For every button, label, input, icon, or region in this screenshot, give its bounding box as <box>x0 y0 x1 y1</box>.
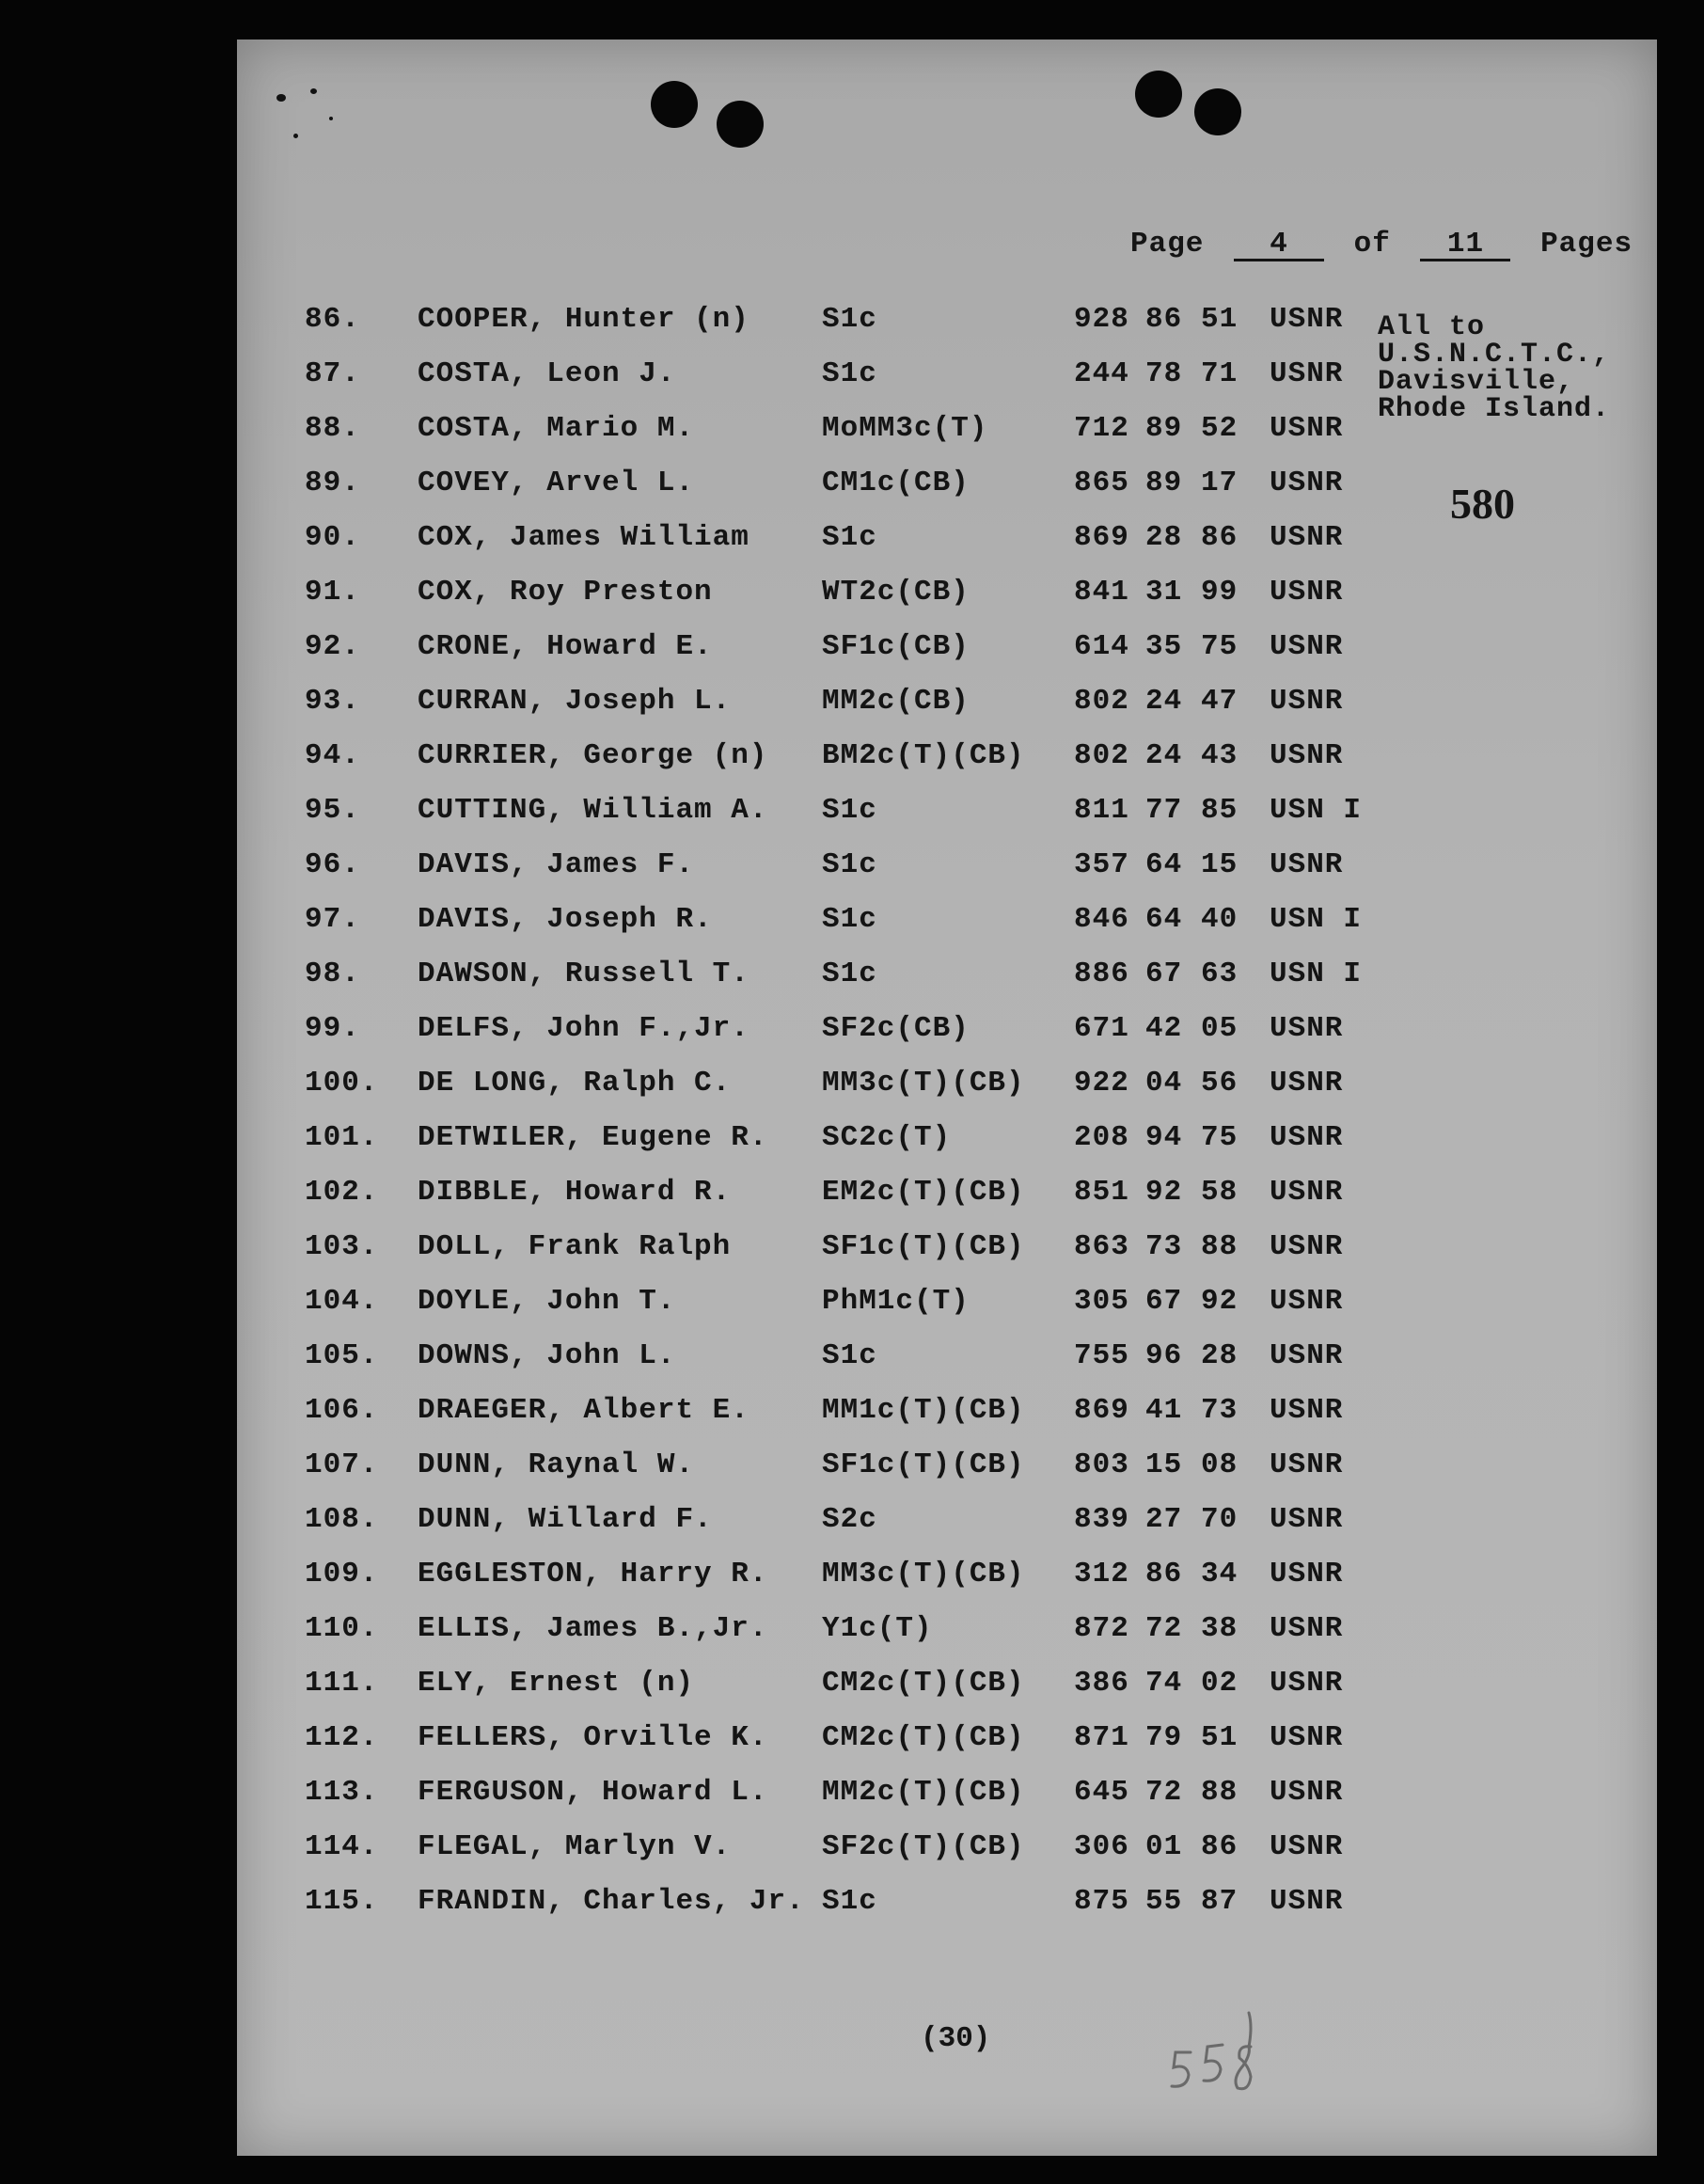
entry-name: COSTA, Leon J. <box>418 357 676 390</box>
entry-rate: S2c <box>822 1503 877 1536</box>
entry-rate: MM3c(T)(CB) <box>822 1067 1025 1100</box>
service-number-part: 58 <box>1201 1176 1239 1209</box>
service-number-part: 74 <box>1145 1667 1183 1700</box>
service-number-part: 85 <box>1201 794 1239 827</box>
service-number-part: 75 <box>1201 630 1239 663</box>
entry-branch: USN I <box>1270 903 1363 936</box>
entry-rate: PhM1c(T) <box>822 1285 970 1318</box>
service-number-part: 869 <box>1074 521 1129 554</box>
service-number-part: 811 <box>1074 794 1129 827</box>
entry-number: 97. <box>305 903 360 936</box>
service-number-part: 802 <box>1074 739 1129 772</box>
service-number-part: 86 <box>1201 1830 1239 1863</box>
entry-branch: USNR <box>1270 1176 1344 1209</box>
service-number-part: 865 <box>1074 467 1129 499</box>
ink-speck <box>310 88 317 94</box>
destination-line: Davisville, <box>1378 366 1575 398</box>
entry-rate: S1c <box>822 794 877 827</box>
service-number-part: 712 <box>1074 412 1129 445</box>
service-number-part: 79 <box>1145 1721 1183 1754</box>
service-number-part: 71 <box>1201 357 1239 390</box>
entry-number: 99. <box>305 1012 360 1045</box>
entry-name: DAVIS, James F. <box>418 848 695 881</box>
entry-name: DRAEGER, Albert E. <box>418 1394 749 1427</box>
entry-number: 88. <box>305 412 360 445</box>
service-number-part: 63 <box>1201 957 1239 990</box>
service-number-part: 89 <box>1145 467 1183 499</box>
service-number-part: 645 <box>1074 1776 1129 1809</box>
entry-rate: CM2c(T)(CB) <box>822 1721 1025 1754</box>
service-number-part: 846 <box>1074 903 1129 936</box>
entry-number: 94. <box>305 739 360 772</box>
service-number-part: 928 <box>1074 303 1129 336</box>
entry-number: 111. <box>305 1667 379 1700</box>
stamp-number: 580 <box>1450 480 1515 528</box>
entry-rate: MM3c(T)(CB) <box>822 1558 1025 1591</box>
destination-line: U.S.N.C.T.C., <box>1378 339 1611 371</box>
entry-rate: MM2c(T)(CB) <box>822 1776 1025 1809</box>
entry-number: 106. <box>305 1394 379 1427</box>
entry-number: 98. <box>305 957 360 990</box>
service-number-part: 869 <box>1074 1394 1129 1427</box>
entry-branch: USNR <box>1270 1776 1344 1809</box>
entry-number: 107. <box>305 1448 379 1481</box>
service-number-part: 05 <box>1201 1012 1239 1045</box>
entry-branch: USNR <box>1270 1885 1344 1918</box>
entry-branch: USNR <box>1270 848 1344 881</box>
service-number-part: 15 <box>1145 1448 1183 1481</box>
entry-rate: Y1c(T) <box>822 1612 933 1645</box>
page-header <box>1130 228 1633 261</box>
entry-number: 109. <box>305 1558 379 1591</box>
entry-name: COX, James William <box>418 521 749 554</box>
entry-rate: SC2c(T) <box>822 1121 952 1154</box>
footer-page-number: (30) <box>921 2022 991 2055</box>
entry-branch: USNR <box>1270 1721 1344 1754</box>
entry-branch: USNR <box>1270 1448 1344 1481</box>
service-number-part: 802 <box>1074 685 1129 718</box>
entry-name: DELFS, John F.,Jr. <box>418 1012 749 1045</box>
service-number-part: 43 <box>1201 739 1239 772</box>
service-number-part: 04 <box>1145 1067 1183 1100</box>
entry-branch: USNR <box>1270 1339 1344 1372</box>
entry-rate: MM2c(CB) <box>822 685 970 718</box>
entry-number: 105. <box>305 1339 379 1372</box>
entry-number: 115. <box>305 1885 379 1918</box>
entry-number: 104. <box>305 1285 379 1318</box>
entry-name: FLEGAL, Marlyn V. <box>418 1830 732 1863</box>
entry-rate: MM1c(T)(CB) <box>822 1394 1025 1427</box>
entry-name: DOWNS, John L. <box>418 1339 676 1372</box>
service-number-part: 52 <box>1201 412 1239 445</box>
entry-rate: BM2c(T)(CB) <box>822 739 1025 772</box>
service-number-part: 614 <box>1074 630 1129 663</box>
service-number-part: 73 <box>1145 1230 1183 1263</box>
service-number-part: 839 <box>1074 1503 1129 1536</box>
entry-number: 113. <box>305 1776 379 1809</box>
service-number-part: 73 <box>1201 1394 1239 1427</box>
service-number-part: 89 <box>1145 412 1183 445</box>
entry-number: 95. <box>305 794 360 827</box>
entry-rate: MoMM3c(T) <box>822 412 988 445</box>
service-number-part: 42 <box>1145 1012 1183 1045</box>
entry-number: 114. <box>305 1830 379 1863</box>
entry-name: CURRIER, George (n) <box>418 739 768 772</box>
service-number-part: 77 <box>1145 794 1183 827</box>
entry-rate: SF2c(CB) <box>822 1012 970 1045</box>
service-number-part: 31 <box>1145 576 1183 609</box>
service-number-part: 24 <box>1145 739 1183 772</box>
service-number-part: 08 <box>1201 1448 1239 1481</box>
entry-number: 93. <box>305 685 360 718</box>
entry-number: 110. <box>305 1612 379 1645</box>
entry-branch: USNR <box>1270 1558 1344 1591</box>
service-number-part: 94 <box>1145 1121 1183 1154</box>
service-number-part: 40 <box>1201 903 1239 936</box>
entry-name: DETWILER, Eugene R. <box>418 1121 768 1154</box>
entry-rate: SF2c(T)(CB) <box>822 1830 1025 1863</box>
entry-rate: S1c <box>822 903 877 936</box>
entry-name: DIBBLE, Howard R. <box>418 1176 732 1209</box>
service-number-part: 386 <box>1074 1667 1129 1700</box>
service-number-part: 306 <box>1074 1830 1129 1863</box>
entry-name: FERGUSON, Howard L. <box>418 1776 768 1809</box>
entry-number: 92. <box>305 630 360 663</box>
entry-rate: S1c <box>822 303 877 336</box>
entry-rate: S1c <box>822 1339 877 1372</box>
entry-number: 89. <box>305 467 360 499</box>
service-number-part: 755 <box>1074 1339 1129 1372</box>
service-number-part: 871 <box>1074 1721 1129 1754</box>
entry-rate: WT2c(CB) <box>822 576 970 609</box>
entry-number: 102. <box>305 1176 379 1209</box>
total-pages-number: 11 <box>1420 230 1510 261</box>
page-of-label: of <box>1353 228 1391 261</box>
entry-rate: SF1c(CB) <box>822 630 970 663</box>
service-number-part: 38 <box>1201 1612 1239 1645</box>
entry-branch: USNR <box>1270 1830 1344 1863</box>
entry-name: DAWSON, Russell T. <box>418 957 749 990</box>
entry-name: DAVIS, Joseph R. <box>418 903 713 936</box>
entry-name: COX, Roy Preston <box>418 576 713 609</box>
service-number-part: 92 <box>1145 1176 1183 1209</box>
service-number-part: 305 <box>1074 1285 1129 1318</box>
destination-line: Rhode Island. <box>1378 393 1611 425</box>
entry-number: 87. <box>305 357 360 390</box>
entry-branch: USNR <box>1270 576 1344 609</box>
service-number-part: 78 <box>1145 357 1183 390</box>
entry-rate: S1c <box>822 357 877 390</box>
entry-number: 90. <box>305 521 360 554</box>
service-number-part: 35 <box>1145 630 1183 663</box>
punch-hole <box>1194 88 1241 135</box>
service-number-part: 86 <box>1145 303 1183 336</box>
service-number-part: 56 <box>1201 1067 1239 1100</box>
service-number-part: 872 <box>1074 1612 1129 1645</box>
entry-rate: S1c <box>822 848 877 881</box>
service-number-part: 01 <box>1145 1830 1183 1863</box>
service-number-part: 96 <box>1145 1339 1183 1372</box>
entry-branch: USNR <box>1270 1503 1344 1536</box>
entry-name: ELY, Ernest (n) <box>418 1667 695 1700</box>
punch-hole <box>651 81 698 128</box>
service-number-part: 17 <box>1201 467 1239 499</box>
entry-branch: USN I <box>1270 794 1363 827</box>
service-number-part: 55 <box>1145 1885 1183 1918</box>
service-number-part: 67 <box>1145 1285 1183 1318</box>
service-number-part: 886 <box>1074 957 1129 990</box>
entry-branch: USNR <box>1270 739 1344 772</box>
entry-number: 108. <box>305 1503 379 1536</box>
service-number-part: 671 <box>1074 1012 1129 1045</box>
entry-number: 103. <box>305 1230 379 1263</box>
entry-branch: USNR <box>1270 1612 1344 1645</box>
service-number-part: 51 <box>1201 303 1239 336</box>
service-number-part: 15 <box>1201 848 1239 881</box>
ink-speck <box>276 94 286 102</box>
entry-name: CUTTING, William A. <box>418 794 768 827</box>
service-number-part: 88 <box>1201 1230 1239 1263</box>
page-label: Page <box>1130 228 1205 261</box>
entry-branch: USNR <box>1270 685 1344 718</box>
entry-rate: SF1c(T)(CB) <box>822 1230 1025 1263</box>
service-number-part: 75 <box>1201 1121 1239 1154</box>
service-number-part: 24 <box>1145 685 1183 718</box>
service-number-part: 357 <box>1074 848 1129 881</box>
entry-branch: USNR <box>1270 1230 1344 1263</box>
service-number-part: 922 <box>1074 1067 1129 1100</box>
entry-rate: S1c <box>822 957 877 990</box>
entry-name: COVEY, Arvel L. <box>418 467 695 499</box>
punch-hole <box>717 101 764 148</box>
entry-name: CRONE, Howard E. <box>418 630 713 663</box>
ink-speck <box>329 117 333 120</box>
service-number-part: 64 <box>1145 848 1183 881</box>
service-number-part: 02 <box>1201 1667 1239 1700</box>
entry-rate: EM2c(T)(CB) <box>822 1176 1025 1209</box>
service-number-part: 67 <box>1145 957 1183 990</box>
entry-number: 86. <box>305 303 360 336</box>
service-number-part: 72 <box>1145 1776 1183 1809</box>
service-number-part: 41 <box>1145 1394 1183 1427</box>
entry-branch: USNR <box>1270 521 1344 554</box>
entry-name: CURRAN, Joseph L. <box>418 685 732 718</box>
service-number-part: 72 <box>1145 1612 1183 1645</box>
entry-branch: USNR <box>1270 630 1344 663</box>
service-number-part: 28 <box>1201 1339 1239 1372</box>
service-number-part: 92 <box>1201 1285 1239 1318</box>
entry-branch: USNR <box>1270 357 1344 390</box>
entry-branch: USNR <box>1270 303 1344 336</box>
ink-speck <box>293 134 298 138</box>
service-number-part: 86 <box>1145 1558 1183 1591</box>
service-number-part: 312 <box>1074 1558 1129 1591</box>
service-number-part: 70 <box>1201 1503 1239 1536</box>
entry-branch: USNR <box>1270 467 1344 499</box>
entry-number: 100. <box>305 1067 379 1100</box>
service-number-part: 86 <box>1201 521 1239 554</box>
entry-name: COOPER, Hunter (n) <box>418 303 749 336</box>
entry-name: COSTA, Mario M. <box>418 412 695 445</box>
service-number-part: 34 <box>1201 1558 1239 1591</box>
entry-branch: USNR <box>1270 1067 1344 1100</box>
entry-name: FRANDIN, Charles, Jr. <box>418 1885 805 1918</box>
entry-name: FELLERS, Orville K. <box>418 1721 768 1754</box>
service-number-part: 27 <box>1145 1503 1183 1536</box>
entry-number: 112. <box>305 1721 379 1754</box>
entry-branch: USNR <box>1270 412 1344 445</box>
service-number-part: 244 <box>1074 357 1129 390</box>
punch-hole <box>1135 71 1182 118</box>
entry-rate: S1c <box>822 521 877 554</box>
entry-name: DOLL, Frank Ralph <box>418 1230 732 1263</box>
service-number-part: 99 <box>1201 576 1239 609</box>
service-number-part: 64 <box>1145 903 1183 936</box>
entry-rate: S1c <box>822 1885 877 1918</box>
entry-rate: CM2c(T)(CB) <box>822 1667 1025 1700</box>
entry-name: DE LONG, Ralph C. <box>418 1067 732 1100</box>
destination-line: All to <box>1378 311 1486 343</box>
entry-branch: USN I <box>1270 957 1363 990</box>
service-number-part: 87 <box>1201 1885 1239 1918</box>
entry-branch: USNR <box>1270 1394 1344 1427</box>
entry-name: DUNN, Raynal W. <box>418 1448 695 1481</box>
entry-name: EGGLESTON, Harry R. <box>418 1558 768 1591</box>
service-number-part: 28 <box>1145 521 1183 554</box>
service-number-part: 851 <box>1074 1176 1129 1209</box>
handwritten-pencil-note <box>1159 2007 1271 2111</box>
service-number-part: 47 <box>1201 685 1239 718</box>
service-number-part: 875 <box>1074 1885 1129 1918</box>
service-number-part: 863 <box>1074 1230 1129 1263</box>
destination-note <box>1378 311 1611 425</box>
document-sheet <box>237 40 1657 2156</box>
service-number-part: 51 <box>1201 1721 1239 1754</box>
entry-name: DOYLE, John T. <box>418 1285 676 1318</box>
entry-rate: SF1c(T)(CB) <box>822 1448 1025 1481</box>
entry-number: 101. <box>305 1121 379 1154</box>
entry-branch: USNR <box>1270 1012 1344 1045</box>
current-page-number: 4 <box>1234 230 1324 261</box>
entry-name: ELLIS, James B.,Jr. <box>418 1612 768 1645</box>
pages-label: Pages <box>1540 228 1633 261</box>
entry-branch: USNR <box>1270 1285 1344 1318</box>
service-number-part: 803 <box>1074 1448 1129 1481</box>
entry-number: 96. <box>305 848 360 881</box>
entry-number: 91. <box>305 576 360 609</box>
service-number-part: 88 <box>1201 1776 1239 1809</box>
entry-branch: USNR <box>1270 1667 1344 1700</box>
entry-name: DUNN, Willard F. <box>418 1503 713 1536</box>
entry-rate: CM1c(CB) <box>822 467 970 499</box>
entry-branch: USNR <box>1270 1121 1344 1154</box>
service-number-part: 841 <box>1074 576 1129 609</box>
service-number-part: 208 <box>1074 1121 1129 1154</box>
